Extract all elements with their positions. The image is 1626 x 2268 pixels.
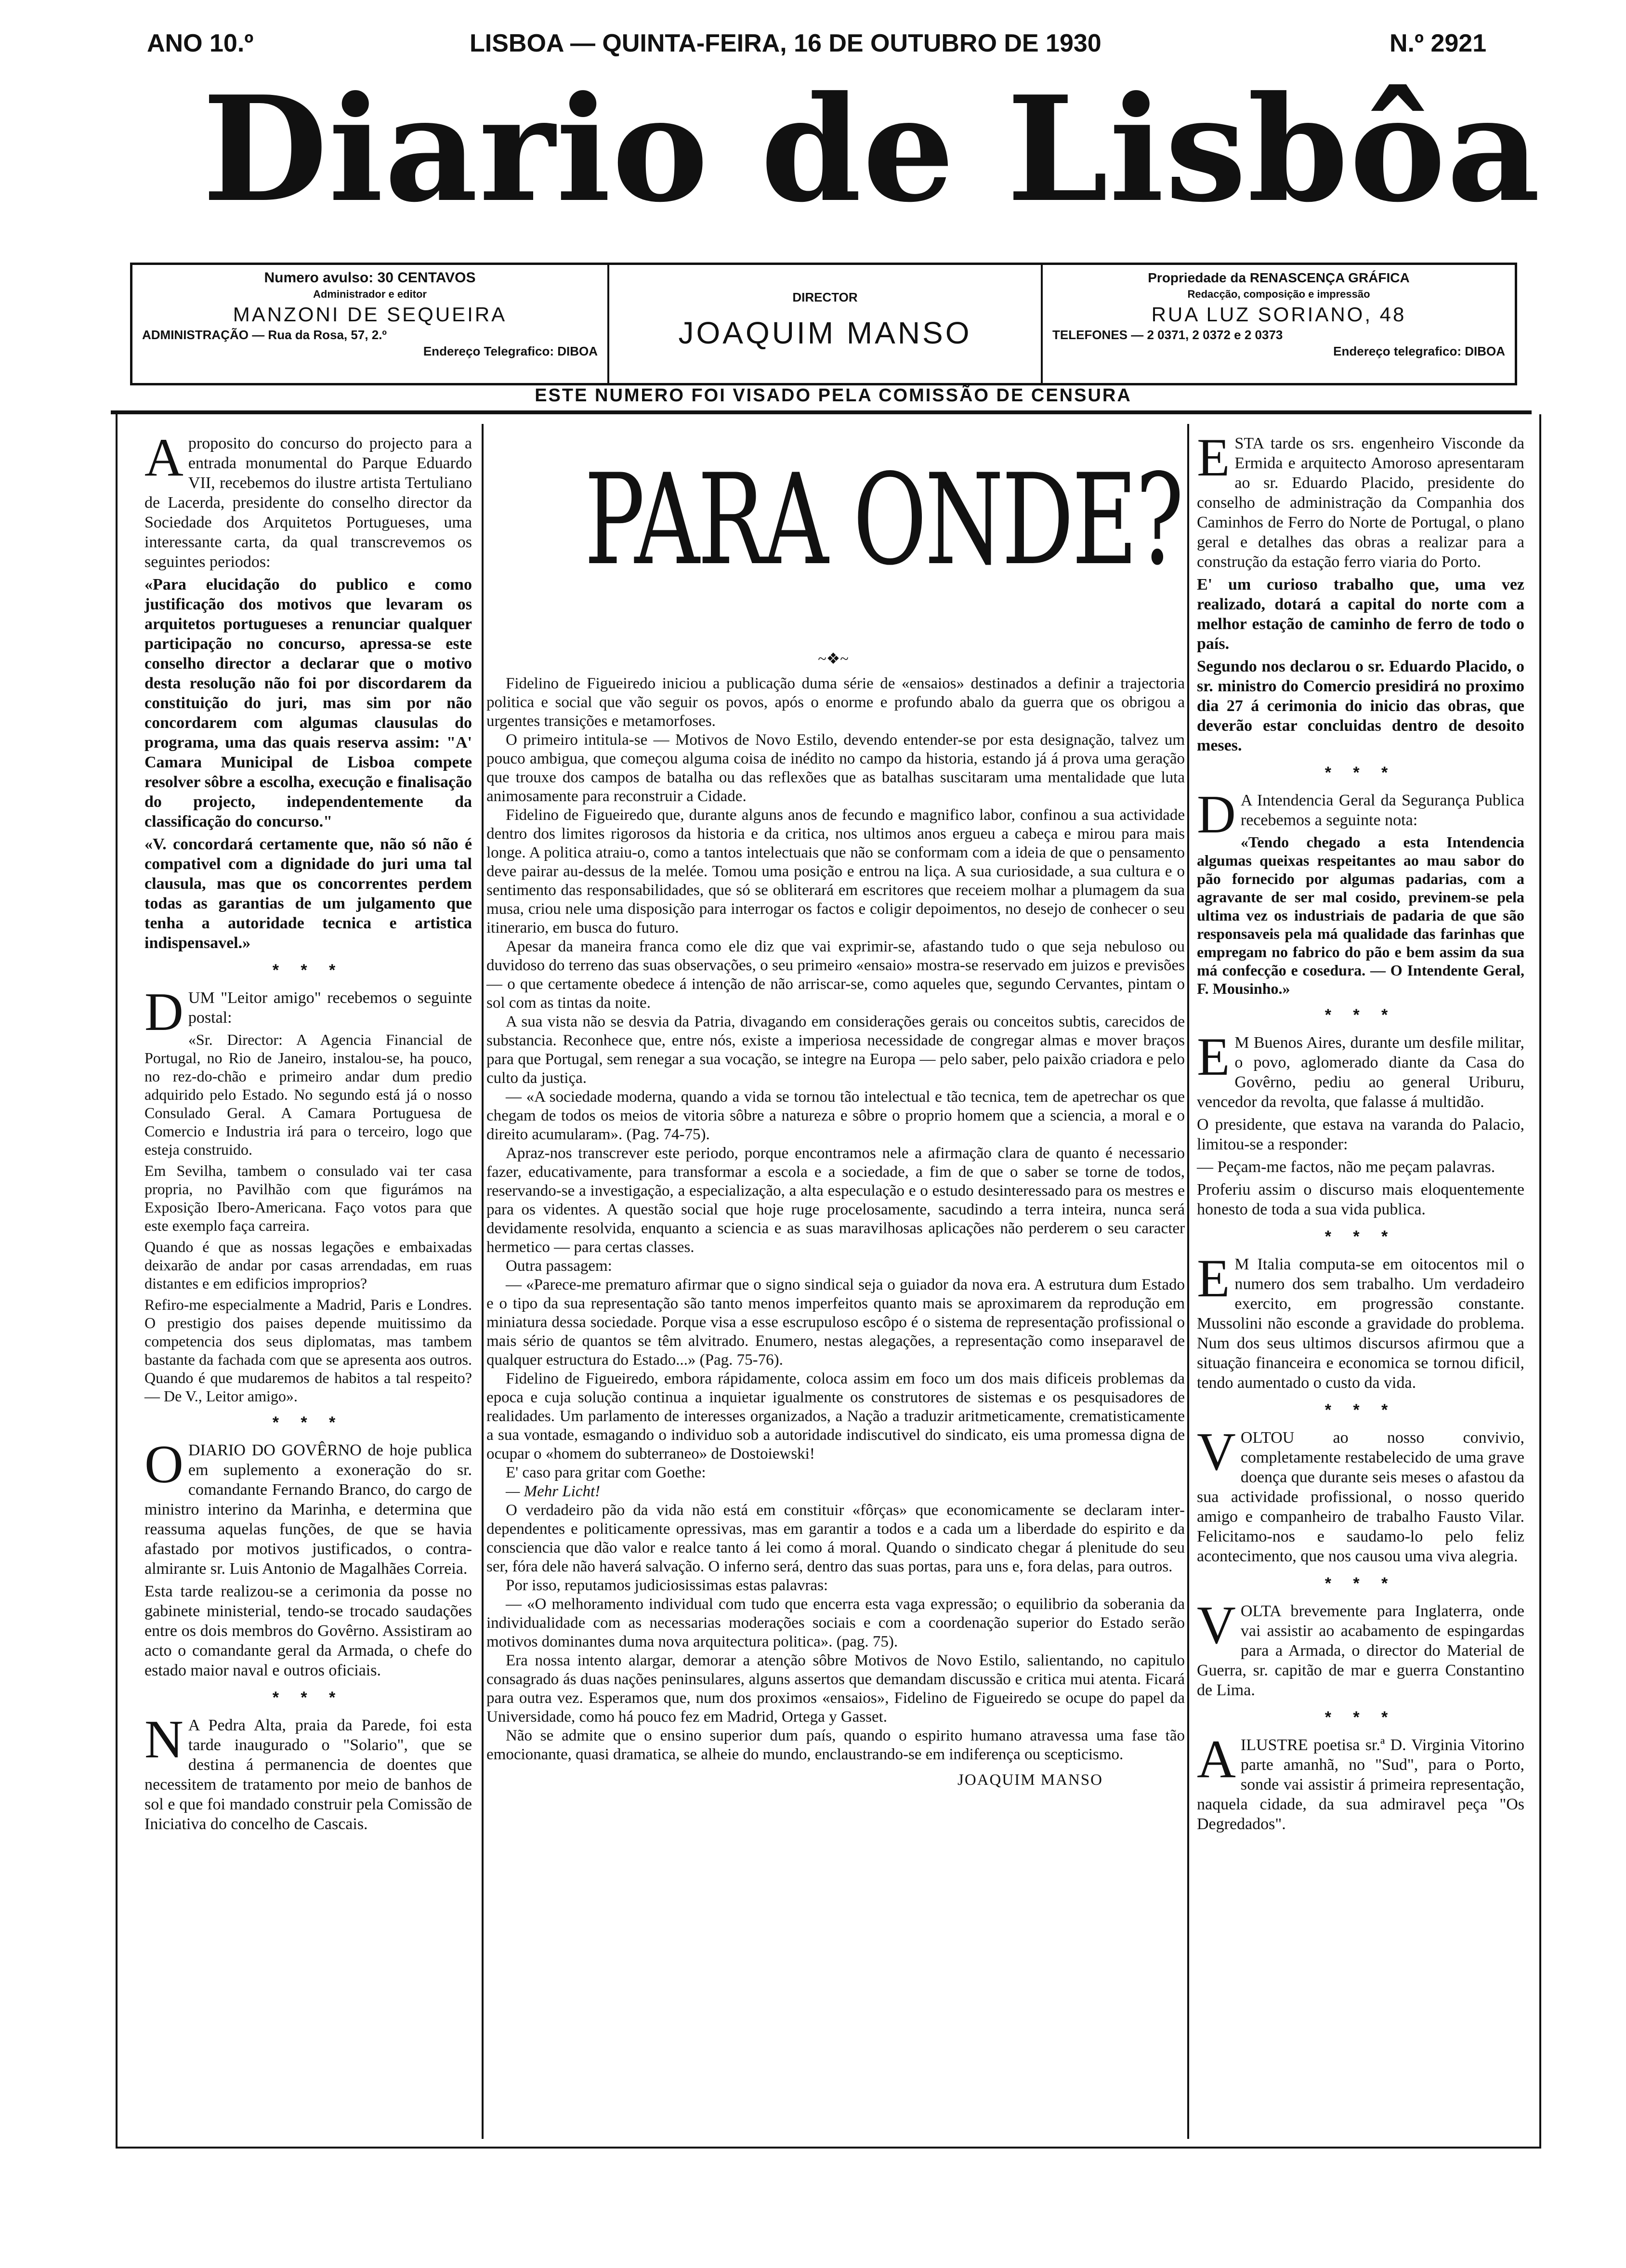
article-signature: JOAQUIM MANSO bbox=[957, 1771, 1103, 1789]
dropcap: V bbox=[1197, 1422, 1236, 1482]
separator-stars: * * * bbox=[272, 1688, 344, 1707]
article-p3: Fidelino de Figueiredo que, durante alguns anos de fecundo e magnifico labor, confinou a sua actividade dentro dos limites rigorosos da historia e da critica, nos ultimos anos ergueu a cabeça e mirou para mais longe. A politica atraiu-o, como a tantos intelectuais que não se conformam com a ideia de que o pensamento deve pairar au-dessus de la melée. Tomou uma posição e entrou na liça. A sua curiosidade, a sua cultura e o sentimento das responsabilidades, que só se obliterará em escritores que receiem molhar a plumagem da sua musa, criou nele uma disposição para interrogar os factos e coligir depoimentos, no desejo de conhecer o seu itinerario, em busca do futuro. bbox=[486, 806, 1185, 936]
dropcap: D bbox=[1197, 785, 1236, 844]
dropcap: N bbox=[144, 1710, 184, 1769]
dropcap: V bbox=[1197, 1596, 1236, 1655]
article-title: PARA ONDE? bbox=[584, 448, 1182, 593]
header-right-cell bbox=[1043, 265, 1515, 383]
left-p10: Esta tarde realizou-se a cerimonia da posse no gabinete ministerial, tendo-se trocado saudações entre os dois membros do Govêrno. Assistiram ao acto o comandante geral da Armada, o chefe do estado maior naval e outros oficiais. bbox=[144, 1582, 472, 1679]
admin-name: MANZONI DE SEQUEIRA bbox=[233, 303, 507, 326]
right-p9: Proferiu assim o discurso mais eloquentemente honesto de toda a sua vida publica. bbox=[1197, 1181, 1524, 1218]
article-p11: E' caso para gritar com Goethe: bbox=[506, 1464, 706, 1481]
right-p10: E M Italia computa-se em oitocentos mil o numero dos sem trabalho. Um verdadeiro exercito, em progressão constante. Mussolini não esconde a gravidade do problema. Num dos seus ultimos discursos afirmou que a situação financeira e economica se tornou dificil, tendo aumentado o custo da vida. bbox=[1197, 1249, 1524, 1392]
right-p1: ESTA tarde os srs. engenheiro Visconde da Ermida e arquitecto Amoroso apresentaram ao sr. Eduardo Placido, presidente do conselho de administração da Companhia dos Caminhos de Ferro do Norte de Portugal, o plano geral e detalhes das obras a realizar para a construção da estação ferro viaria do Porto. bbox=[1197, 428, 1524, 571]
dateline: LISBOA — QUINTA-FEIRA, 16 DE OUTUBRO DE 1930 bbox=[470, 29, 1101, 57]
header-box bbox=[130, 263, 1517, 385]
article-p10: Fidelino de Figueiredo, embora rápidamente, coloca assim em foco um dos mais dificeis problemas da epoca e cuja solução continua a inquietar igualmente os construtores de sistemas e os pesquisadores de realidades. Um parlamento de interesses organizados, a Nação a traduzir aritmeticamente, crematisticamente a sua vontade, esmagando o individuo sob a autoridade indiscutivel do sindicato, eis uma promessa digna de ocupar o «homem do subterraneo» de Dostoiewski! bbox=[486, 1370, 1185, 1463]
left-p2: «Para elucidação do publico e como justificação dos motivos que levaram os arquitetos portugueses a renunciar qualquer participação no concurso, apressa-se este conselho director a declarar que o motivo desta resolução não foi por discordarem da constituição do juri, mas sim por não concordarem com algumas clausulas do programa, uma das quais reserva assim: "A' Camara Municipal de Lisboa compete resolver sôbre a escolha, execução e finalisação do projecto, independentemente da classificação do concurso." bbox=[144, 576, 472, 831]
article-p14: Por isso, reputamos judiciosissimas estas palavras: bbox=[506, 1577, 828, 1594]
owner-role: Redacção, composição e impressão bbox=[1187, 288, 1370, 300]
right-p6: E M Buenos Aires, durante um desfile militar, o povo, aglomerado diante da Casa do Govêrno, pediu ao general Uriburu, vencedor da revolta, que falasse á multidão. bbox=[1197, 1027, 1524, 1111]
article-p9: — «Parece-me prematuro afirmar que o signo sindical seja o guiador da nova era. A estrutura dum Estado e o tipo da sua representação são tanto menos imperfeitos quanto mais se aproximarem da reprodução em miniatura dessa sociedade. Porque visa a esse escrupuloso escôpo é o sistema de representação profissional o mais sério de quantos se têm alvitrado. Enumero, nestas alegações, a representação como inseparavel de qualquer estructura do Estado...» (Pag. 75-76). bbox=[486, 1276, 1185, 1369]
admin-address: ADMINISTRAÇÃO — Rua da Rosa, 57, 2.º bbox=[142, 328, 387, 342]
article-p8: Outra passagem: bbox=[506, 1257, 612, 1275]
left-p7: Quando é que as nossas legações e embaixadas deixarão de andar por casas arrendadas, em ruas distantes e em edificios improprios? bbox=[144, 1238, 472, 1292]
right-p11: VOLTOU ao nosso convivio, completamente restabelecido de uma grave doença que durante seis meses o afastou da sua actividade profissional, o nosso querido amigo e companheiro de trabalho Fausto Vilar. Felicitamo-nos e saudamo-lo pelo feliz acontecimento, que nos causou uma viva alegria. bbox=[1197, 1422, 1524, 1565]
article-p1: Fidelino de Figueiredo iniciou a publicação duma série de «ensaios» destinados a definir a trajectoria politica e social que vão seguir os povos, após o enorme e profundo abalo da guerra que os obrigou a urgentes transições e metamorfoses. bbox=[486, 675, 1185, 730]
ornament: ~❖~ bbox=[818, 650, 849, 667]
right-p2: E' um curioso trabalho que, uma vez realizado, dotará a capital do norte com a melhor estação de caminho de ferro de todo o país. bbox=[1197, 576, 1524, 653]
director-name: JOAQUIM MANSO bbox=[678, 316, 972, 350]
right-p3: Segundo nos declarou o sr. Eduardo Placido, o sr. ministro do Comercio presidirá no proximo dia 27 á cerimonia do inicio das obras, que deverão estar concluidas dentro de desoito meses. bbox=[1197, 658, 1524, 754]
article-p2: O primeiro intitula-se — Motivos de Novo Estilo, devendo entender-se por esta designação, talvez um pouco ambigua, que começou alguma coisa de inédito no campo da historia, estando já á prova uma geração que trouxe dos campos de batalha ou das reflexões que as batalhas suscitaram uma mentalidade que luta animosamente para reconstruir a Cidade. bbox=[486, 731, 1185, 805]
left-p4: DUM "Leitor amigo" recebemos o seguinte postal: bbox=[144, 982, 472, 1042]
column-divider-right bbox=[1187, 424, 1189, 2139]
separator-stars: * * * bbox=[1324, 1574, 1397, 1593]
masthead: Diario de Lisbôa bbox=[202, 64, 1542, 234]
admin-telegraph: Endereço Telegrafico: DIBOA bbox=[423, 344, 598, 358]
dropcap: E bbox=[1197, 428, 1230, 488]
issue-number: N.º 2921 bbox=[1390, 29, 1487, 57]
phones: TELEFONES — 2 0371, 2 0372 e 2 0373 bbox=[1052, 328, 1283, 342]
right-column bbox=[1197, 428, 1524, 1837]
censorship-notice: ESTE NUMERO FOI VISADO PELA COMISSÃO DE CENSURA bbox=[535, 385, 1132, 406]
director-role: DIRECTOR bbox=[792, 290, 858, 304]
right-p8: — Peçam-me factos, não me peçam palavras. bbox=[1197, 1158, 1495, 1176]
dropcap: E bbox=[1197, 1027, 1230, 1087]
separator-stars: * * * bbox=[1324, 1006, 1397, 1024]
left-p8: Refiro-me especialmente a Madrid, Paris e Londres. O prestigio dos paises depende muitissimo da competencia dos seus diplomatas, mas tambem bastante da fachada com que se apresenta aos outros. Quando é que mudaremos de habitos a tal respeito? — De V., Leitor amigo». bbox=[144, 1296, 472, 1405]
header-rule bbox=[111, 410, 1532, 414]
separator-stars: * * * bbox=[1324, 1708, 1397, 1727]
article-p5: A sua vista não se desvia da Patria, divagando em considerações gerais ou conceitos subtis, carecidos de substancia. Reconhece que, entre nós, existe a imperiosa necessidade de congregar almas e mover braços para que Portugal, sem renegar a sua vocação, se integre na Europa — pelo saber, pelo paixão criadora e pelo culto da justiça. bbox=[486, 1013, 1185, 1087]
separator-stars: * * * bbox=[1324, 1401, 1397, 1419]
dropcap: D bbox=[144, 982, 184, 1042]
right-p5: «Tendo chegado a esta Intendencia algumas queixas respeitantes ao mau sabor do pão fornecido por algumas padarias, com a agravante de ser mal cosido, previnem-se pela ultima vez os industriais de padaria de que são responsaveis pela má qualidade das farinhas que empregam no fabrico do pão e bem assim da sua má confecção e cosedura. — O Intendente Geral, F. Mousinho.» bbox=[1197, 833, 1524, 997]
right-p12: VOLTA brevemente para Inglaterra, onde vai assistir ao acabamento de espingardas para a Armada, o director do Material de Guerra, sr. capitão de mar e guerra Constantino de Lima. bbox=[1197, 1596, 1524, 1699]
article-p7: Apraz-nos transcrever este periodo, porque encontramos nele a afirmação clara de quanto é necessario fazer, educativamente, para transformar a escola e a sociedade, a fim de que o saber se torne de todos, reservando-se a investigação, a especialização, a alta especulação e o estudo desinteressado para os mestres e para os videntes. A questão social que hoje ruge procelosamente, sacudindo a terra inteira, nunca será devidamente resolvida, enquanto a sciencia e as suas maravilhosas aplicações não perderem o seu caracter hermetico — para certas classes. bbox=[486, 1145, 1185, 1256]
separator-stars: * * * bbox=[1324, 1227, 1397, 1246]
header-left-cell bbox=[132, 265, 609, 383]
dropcap: A bbox=[144, 428, 184, 488]
owner-address: RUA LUZ SORIANO, 48 bbox=[1151, 303, 1406, 326]
right-p13: AILUSTRE poetisa sr.ª D. Virginia Vitorino parte amanhã, no "Sud", para o Porto, sonde vai assistir á primeira representação, naquela cidade, da sua admiravel peça "Os Degredados". bbox=[1197, 1729, 1524, 1833]
left-p3: «V. concordará certamente que, não só não é compativel com a dignidade do juri uma tal clausula, mas que os concorrentes perdem todas as garantias de um julgamento que tenha a autoridade tecnica e artistica indispensavel.» bbox=[144, 835, 472, 952]
center-article bbox=[486, 674, 1185, 1790]
left-p9: ODIARIO DO GOVÊRNO de hoje publica em suplemento a exoneração do sr. comandante Fernando Branco, do cargo de ministro interino da Marinha, e determina que reassuma aquelas funções, de que se havia afastado por motivos justificados, o contra-almirante sr. Luis Antonio de Magalhães Correia. bbox=[144, 1435, 472, 1578]
separator-stars: * * * bbox=[272, 1413, 344, 1432]
article-p13: O verdadeiro pão da vida não está em constituir «fôrças» que economicamente se declaram inter-dependentes e politicamente opressivas, mas em garantir a todos e a cada um a liberdade do espirito e da consciencia que dão valor e realce tanto á lei como á moral. Quando o sindicato chegar á plenitude do seu ser, fóra dele não haverá salvação. O inferno será, dentro das suas portas, para uns e, fora delas, para outros. bbox=[486, 1502, 1185, 1575]
dropcap: O bbox=[144, 1435, 184, 1494]
admin-role: Administrador e editor bbox=[313, 288, 427, 300]
left-p6: Em Sevilha, tambem o consulado vai ter casa propria, no Pavilhão com que figurámos na Exposição Ibero-Americana. Faço votos para que este exemplo faça carreira. bbox=[144, 1162, 472, 1234]
article-p15: — «O melhoramento individual com tudo que encerra esta vaga expressão; o equilibrio da soberania da individualidade com as necessarias moderações sociais e com a coordenação superior do Estado serão motivos dominantes duma nova arquitectura politica». (pag. 75). bbox=[486, 1596, 1185, 1650]
left-p1: Aproposito do concurso do projecto para a entrada monumental do Parque Eduardo VII, recebemos do ilustre artista Tertuliano de Lacerda, presidente do conselho director da Sociedade dos Arquitetos Portugueses, uma interessante carta, da qual transcrevemos os seguintes periodos: bbox=[144, 428, 472, 571]
year: ANO 10.º bbox=[147, 29, 254, 57]
column-divider-left bbox=[482, 424, 484, 2139]
left-p11: N A Pedra Alta, praia da Parede, foi esta tarde inaugurado o "Solario", que se destina á permanencia de doentes que necessitem de tratamento por meio de banhos de sol e que foi mandado construir pela Comissão de Iniciativa do concelho de Cascais. bbox=[144, 1710, 472, 1833]
top-line bbox=[147, 29, 1534, 58]
dropcap: A bbox=[1197, 1729, 1236, 1789]
article-p6: — «A sociedade moderna, quando a vida se tornou tão intelectual e tão tecnica, tem de apetrechar os que chegam de todos os meios de vitoria sôbre a natureza e sôbre o proprio homem que a sciencia, a moral e o direito acumularam». (Pag. 74-75). bbox=[486, 1088, 1185, 1143]
article-p16: Era nossa intento alargar, demorar a atenção sôbre Motivos de Novo Estilo, salientando, no capitulo consagrado ás duas nações peninsulares, alguns assertos que demandam discussão e critica mui atenta. Ficará para outra vez. Esperamos que, num dos proximos «ensaios», Fidelino de Figueiredo se ocupe do papel da Universidade, como há pouco fez em Madrid, Ortega y Gasset. bbox=[486, 1652, 1185, 1726]
right-p7: O presidente, que estava na varanda do Palacio, limitou-se a responder: bbox=[1197, 1116, 1524, 1153]
price: Numero avulso: 30 CENTAVOS bbox=[264, 270, 476, 286]
owner-telegraph: Endereço telegrafico: DIBOA bbox=[1333, 344, 1505, 358]
right-p4: D A Intendencia Geral da Segurança Publica recebemos a seguinte nota: bbox=[1197, 785, 1524, 844]
article-p17: Não se admite que o ensino superior dum país, quando o espirito humano atravessa uma fase tão emocionante, quasi dramatica, se alheie do mundo, enclaustrando-se em indiferença ou scepticismo. bbox=[486, 1727, 1185, 1763]
separator-stars: * * * bbox=[272, 961, 344, 979]
left-p5: «Sr. Director: A Agencia Financial de Portugal, no Rio de Janeiro, instalou-se, ha pouco, no rez-do-chão e primeiro andar dum predio adquirido pelo Estado. No segundo está já o nosso Consulado Geral. A Camara Portuguesa de Comercio e Industria irá para o terceiro, logo que esteja construido. bbox=[144, 1031, 472, 1158]
owner: Propriedade da RENASCENÇA GRÁFICA bbox=[1148, 270, 1410, 285]
separator-stars: * * * bbox=[1324, 764, 1397, 782]
article-p4: Apesar da maneira franca como ele diz que vai exprimir-se, afastando tudo o que seja nebuloso ou duvidoso do terreno das suas observações, o seu primeiro «ensaio» mostra-se reservado em juizos e previsões — o que certamente obedece á intenção de não arriscar-se, como aqueles que, segundo Cervantes, pintam o sol com as tintas da noite. bbox=[486, 938, 1185, 1012]
left-column bbox=[144, 428, 472, 1837]
dropcap: E bbox=[1197, 1249, 1230, 1308]
article-p12: — Mehr Licht! bbox=[506, 1483, 601, 1500]
header-center-cell bbox=[609, 265, 1043, 383]
